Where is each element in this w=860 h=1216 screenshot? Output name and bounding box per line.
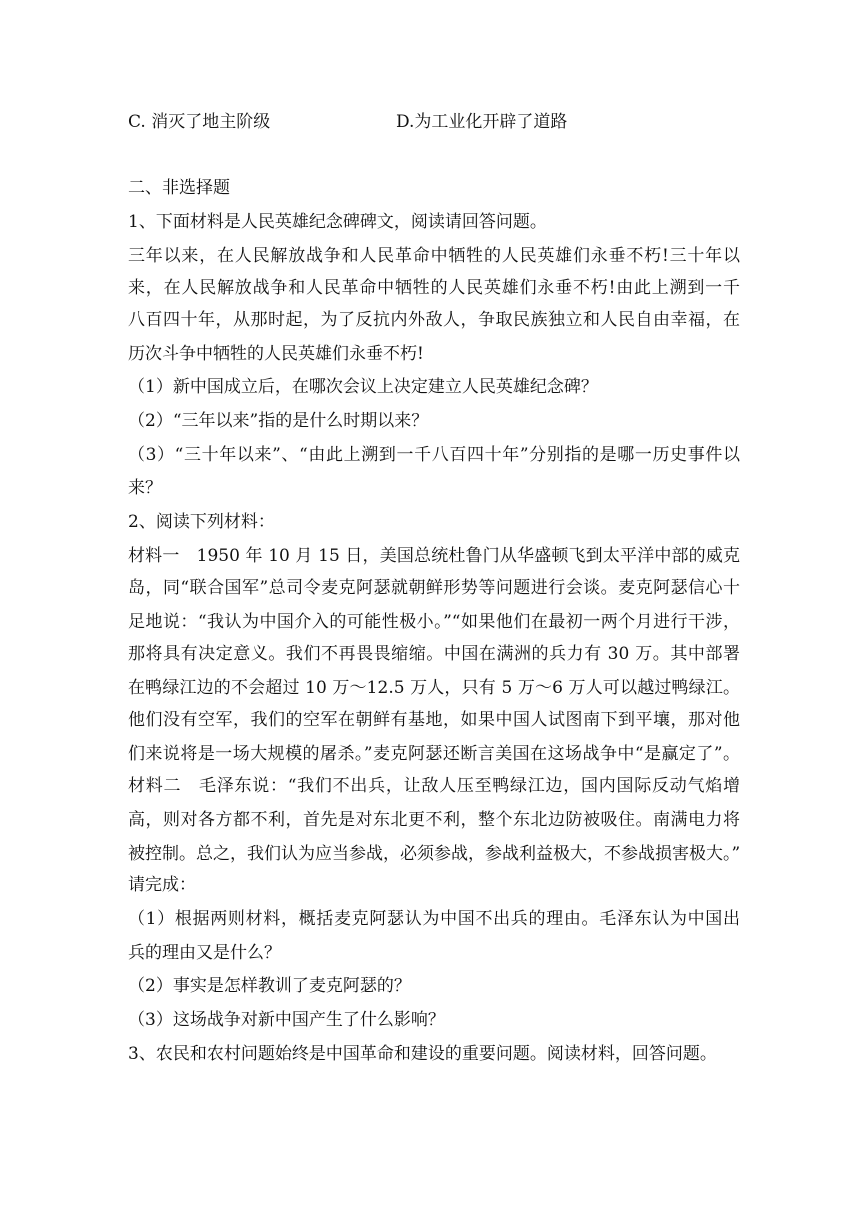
question-3-intro: 3、农民和农村问题始终是中国革命和建设的重要问题。阅读材料，回答问题。	[128, 1044, 717, 1064]
material-1-line: 们来说将是一场大规模的屠杀。”麦克阿瑟还断言美国在这场战争中“是赢定了”。	[128, 744, 740, 764]
question-2-sub-1-continued: 兵的理由又是什么？	[128, 943, 281, 963]
material-1-line: 在鸭绿江边的不会超过 10 万～12.5 万人，只有 5 万～6 万人可以越过鸭绿江。	[128, 678, 740, 698]
inscription-line: 三年以来，在人民解放战争和人民革命中牺牲的人民英雄们永垂不朽!三十年以	[128, 246, 740, 266]
material-1-line: 岛，同“联合国军”总司令麦克阿瑟就朝鲜形势等问题进行会谈。麦克阿瑟信心十	[128, 578, 740, 598]
question-1-sub-3: （3）“三十年以来”、“由此上溯到一千八百四十年”分别指的是哪一历史事件以	[128, 445, 740, 465]
question-2-sub-2: （2）事实是怎样教训了麦克阿瑟的？	[128, 976, 411, 996]
option-c: C. 消灭了地主阶级	[128, 112, 271, 132]
question-1-intro: 1、下面材料是人民英雄纪念碑碑文，阅读请回答问题。	[128, 212, 547, 232]
material-2-line: 材料二 毛泽东说：“我们不出兵，让敌人压至鸭绿江边，国内国际反动气焰增	[128, 776, 740, 796]
inscription-line: 来，在人民解放战争和人民革命中牺牲的人民英雄们永垂不朽!由此上溯到一千	[128, 278, 740, 298]
question-2-sub-1: （1）根据两则材料，概括麦克阿瑟认为中国不出兵的理由。毛泽东认为中国出	[128, 909, 740, 929]
question-2-intro: 2、阅读下列材料：	[128, 512, 275, 532]
question-2-sub-3: （3）这场战争对新中国产生了什么影响？	[128, 1010, 445, 1030]
material-2-line: 被控制。总之，我们认为应当参战，必须参战，参战利益极大，不参战损害极大。”	[128, 844, 741, 864]
question-1-sub-2: （2）“三年以来”指的是什么时期以来？	[128, 411, 429, 431]
material-1-line: 那将具有决定意义。我们不再畏畏缩缩。中国在满洲的兵力有 30 万。其中部署	[128, 644, 740, 664]
material-2-line: 高，则对各方都不利，首先是对东北更不利，整个东北边防被吸住。南满电力将	[128, 810, 740, 830]
material-1-line: 他们没有空军，我们的空军在朝鲜有基地，如果中国人试图南下到平壤，那对他	[128, 710, 740, 730]
question-1-sub-1: （1）新中国成立后，在哪次会议上决定建立人民英雄纪念碑？	[128, 377, 598, 397]
material-1-line: 材料一 1950 年 10 月 15 日，美国总统杜鲁门从华盛顿飞到太平洋中部的威克	[128, 546, 740, 566]
inscription-line: 八百四十年，从那时起，为了反抗内外敌人，争取民族独立和人民自由幸福，在	[128, 310, 740, 330]
inscription-line: 历次斗争中牺牲的人民英雄们永垂不朽!	[128, 344, 424, 364]
section-title: 二、非选择题	[128, 178, 230, 198]
question-2-prompt: 请完成：	[128, 875, 196, 895]
question-1-sub-3-continued: 来？	[128, 478, 162, 498]
option-d: D.为工业化开辟了道路	[396, 112, 568, 132]
material-1-line: 足地说：“我认为中国介入的可能性极小。”“如果他们在最初一两个月进行干涉，	[128, 612, 740, 632]
